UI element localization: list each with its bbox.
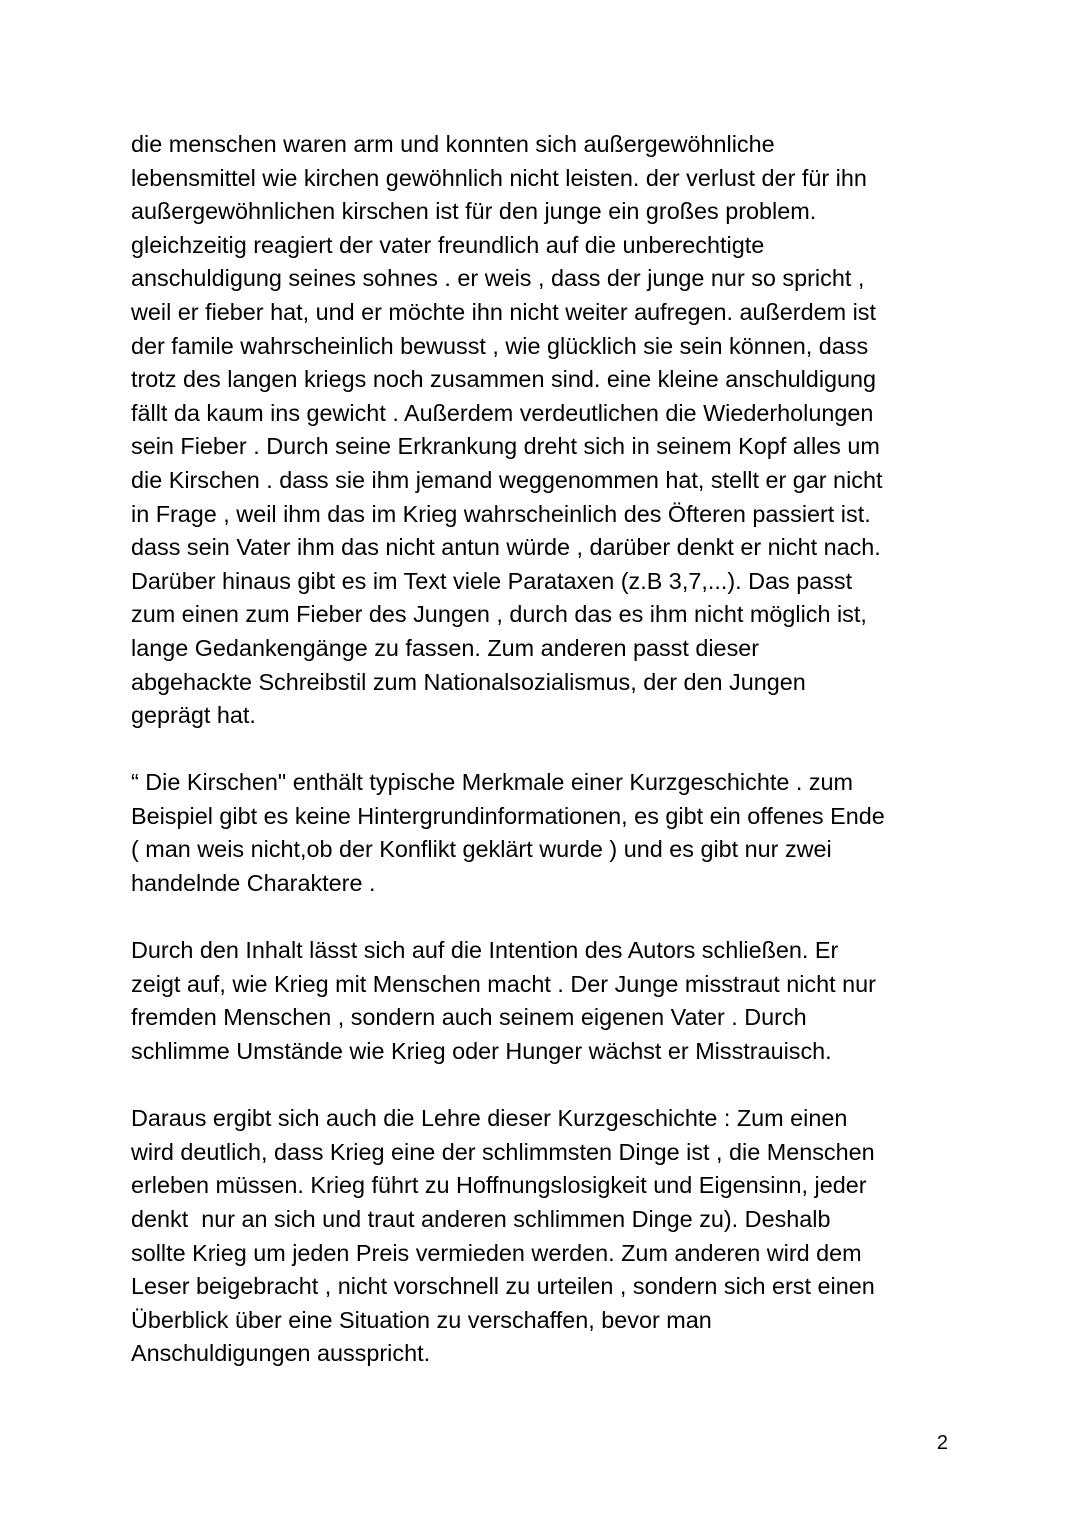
text-line: zeigt auf, wie Krieg mit Menschen macht . Der Junge misstraut nicht nur — [131, 970, 876, 997]
text-line: Überblick über eine Situation zu verschaffen, bevor man — [131, 1306, 712, 1333]
text-line: sein Fieber . Durch seine Erkrankung dreht sich in seinem Kopf alles um — [131, 433, 880, 460]
text-line: die menschen waren arm und konnten sich außergewöhnliche — [131, 131, 775, 157]
text-line: zum einen zum Fieber des Jungen , durch das es ihm nicht möglich ist, — [131, 601, 867, 628]
paragraph — [131, 1102, 991, 1371]
text-line: Leser beigebracht , nicht vorschnell zu urteilen , sondern sich erst einen — [131, 1273, 875, 1300]
text-line: geprägt hat. — [131, 702, 256, 729]
text-line: schlimme Umstände wie Krieg oder Hunger wächst er Misstrauisch. — [131, 1038, 832, 1065]
text-line: die Kirschen . dass sie ihm jemand weggenommen hat, stellt er gar nicht — [131, 466, 883, 493]
page-number: 2 — [936, 1432, 948, 1454]
text-line: Anschuldigungen ausspricht. — [131, 1340, 431, 1367]
text-line: “ Die Kirschen" enthält typische Merkmale einer Kurzgeschichte . zum — [131, 769, 854, 796]
text-line: fremden Menschen , sondern auch seinem eigenen Vater . Durch — [131, 1004, 807, 1031]
text-line: sollte Krieg um jeden Preis vermieden werden. Zum anderen wird dem — [131, 1239, 862, 1266]
text-line: anschuldigung seines sohnes . er weis , dass der junge nur so spricht , — [131, 265, 865, 292]
text-line: denkt nur an sich und traut anderen schlimmen Dinge zu). Deshalb — [131, 1206, 831, 1232]
text-line: erleben müssen. Krieg führt zu Hoffnungslosigkeit und Eigensinn, jeder — [131, 1172, 867, 1199]
text-line: fällt da kaum ins gewicht . Außerdem verdeutlichen die Wiederholungen — [131, 399, 874, 426]
paragraph — [131, 934, 991, 1068]
text-line: außergewöhnlichen kirschen ist für den junge ein großes problem. — [131, 198, 817, 225]
document-body — [131, 128, 991, 1405]
text-line: Beispiel gibt es keine Hintergrundinformationen, es gibt ein offenes Ende — [131, 802, 885, 829]
text-line: lebensmittel wie kirchen gewöhnlich nicht leisten. der verlust der für ihn — [131, 164, 867, 191]
text-line: trotz des langen kriegs noch zusammen sind. eine kleine anschuldigung — [131, 366, 877, 393]
text-line: ( man weis nicht,ob der Konflikt geklärt wurde ) und es gibt nur zwei — [131, 836, 832, 863]
text-line: abgehackte Schreibstil zum Nationalsozialismus, der den Jungen — [131, 668, 806, 695]
text-line: Daraus ergibt sich auch die Lehre dieser Kurzgeschichte : Zum einen — [131, 1105, 848, 1132]
paragraph — [131, 766, 991, 900]
text-line: in Frage , weil ihm das im Krieg wahrscheinlich des Öfteren passiert ist. — [131, 500, 871, 527]
text-line: gleichzeitig reagiert der vater freundlich auf die unberechtigte — [131, 231, 765, 258]
text-line: Durch den Inhalt lässt sich auf die Intention des Autors schließen. Er — [131, 937, 839, 964]
text-line: wird deutlich, dass Krieg eine der schlimmsten Dinge ist , die Menschen — [131, 1138, 875, 1165]
text-line: Darüber hinaus gibt es im Text viele Parataxen (z.B 3,7,...). Das passt — [131, 567, 853, 594]
paragraph — [131, 128, 991, 733]
text-line: lange Gedankengänge zu fassen. Zum anderen passt dieser — [131, 634, 760, 661]
text-line: handelnde Charaktere . — [131, 870, 376, 897]
text-line: der famile wahrscheinlich bewusst , wie glücklich sie sein können, dass — [131, 332, 869, 359]
text-line: weil er fieber hat, und er möchte ihn nicht weiter aufregen. außerdem ist — [131, 298, 876, 325]
text-line: dass sein Vater ihm das nicht antun würde , darüber denkt er nicht nach. — [131, 534, 881, 561]
